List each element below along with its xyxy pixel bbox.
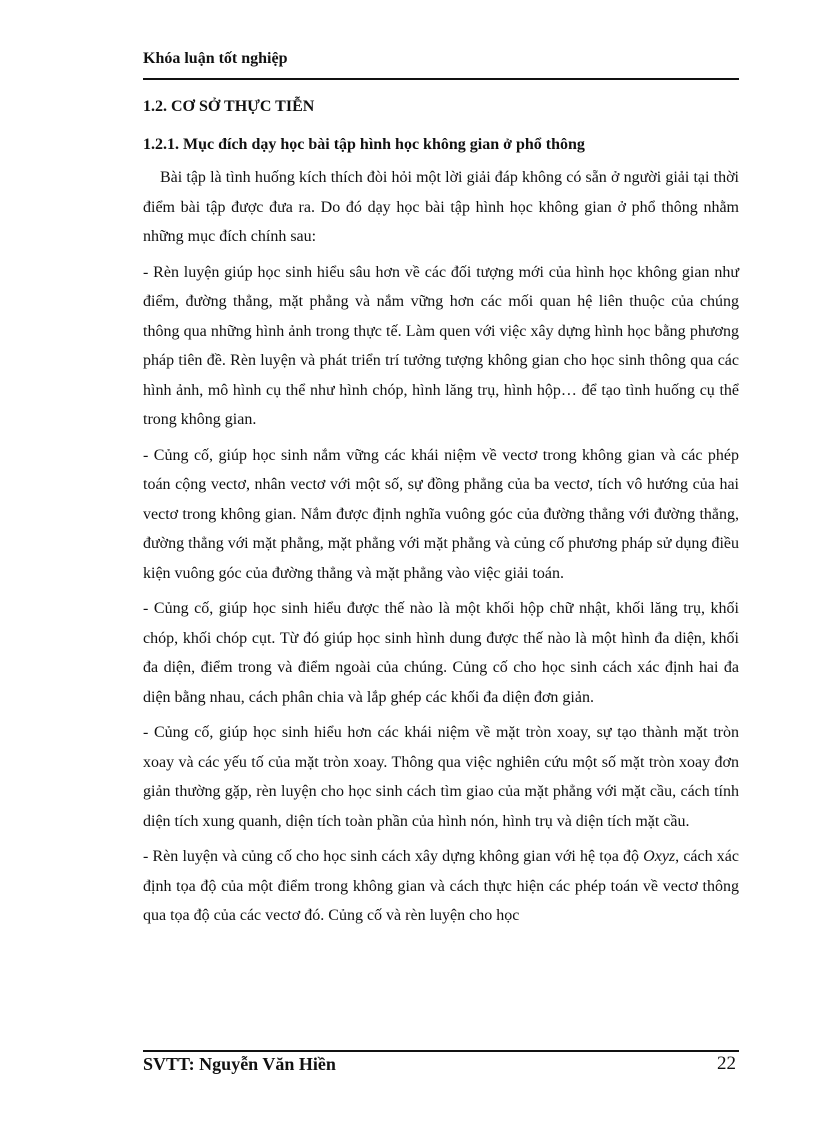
- paragraph-intro: Bài tập là tình huống kích thích đòi hỏi một lời giải đáp không có sẵn ở người giải tại thời điểm bài tập được đưa ra. Do đó dạy học bài tập hình học không gian ở phổ thông nhằm những mục đích chính sau:: [143, 169, 739, 245]
- footer-author: SVTT: Nguyễn Văn Hiền: [143, 1054, 336, 1074]
- oxyz-italic: Oxyz: [643, 848, 676, 865]
- paragraph-text-before: - Rèn luyện và củng cố cho học sinh cách xây dựng không gian với hệ tọa độ: [143, 848, 644, 865]
- paragraph-item: - Rèn luyện giúp học sinh hiểu sâu hơn về các đối tượng mới của hình học không gian như điểm, đường thẳng, mặt phẳng và nắm vững hơn các mối quan hệ liên thuộc của chúng thông qua những hình ảnh trong thực tế. Làm quen với việc xây dựng hình học bằng phương pháp tiên đề. Rèn luyện và phát triển trí tưởng tượng không gian cho học sinh thông qua các hình ảnh, mô hình cụ thể như hình chóp, hình lăng trụ, hình hộp… để tạo tình huống cụ thể trong không gian.: [143, 263, 739, 428]
- paragraph-text-after: , cách xác định tọa độ của một điểm trong không gian và cách thực hiện các phép toán về vectơ thông qua tọa độ của các vectơ đó. Củng cố và rèn luyện cho học: [143, 848, 739, 924]
- paragraph-item: - Củng cố, giúp học sinh nắm vững các khái niệm về vectơ trong không gian và các phép toán cộng vectơ, nhân vectơ với một số, sự đồng phẳng của ba vectơ, tích vô hướng của hai vectơ trong không gian. Nắm được định nghĩa vuông góc của đường thẳng với đường thẳng, đường thẳng với mặt phẳng, mặt phẳng với mặt phẳng và củng cố phương pháp sử dụng điều kiện vuông góc của đường thẳng và mặt phẳng vào việc giải toán.: [143, 446, 739, 582]
- paragraph-item: - Củng cố, giúp học sinh hiểu hơn các khái niệm về mặt tròn xoay, sự tạo thành mặt tròn xoay và các yếu tố của mặt tròn xoay. Thông qua việc nghiên cứu một số mặt tròn xoay đơn giản thường gặp, rèn luyện cho học sinh cách tìm giao của mặt phẳng với mặt cầu, cách tính diện tích xung quanh, diện tích toàn phần của hình nón, hình trụ và diện tích mặt cầu.: [143, 724, 739, 830]
- header-divider: [143, 78, 739, 80]
- running-header: Khóa luận tốt nghiệp: [143, 50, 288, 67]
- footer-divider: [143, 1050, 739, 1052]
- page-body: [143, 97, 739, 937]
- paragraph-item-coordinates: [143, 842, 739, 931]
- subsection-heading: 1.2.1. Mục đích dạy học bài tập hình học không gian ở phổ thông: [143, 136, 585, 153]
- section-heading: 1.2. CƠ SỞ THỰC TIỄN: [143, 98, 315, 115]
- page-number: 22: [717, 1053, 736, 1074]
- paragraph-item: - Củng cố, giúp học sinh hiểu được thế nào là một khối hộp chữ nhật, khối lăng trụ, khối chóp, khối chóp cụt. Từ đó giúp học sinh hình dung được thế nào là một hình đa diện, khối đa diện, điểm trong và điểm ngoài của chúng. Củng cố cho học sinh cách xác định hai đa diện bằng nhau, cách phân chia và lắp ghép các khối đa diện đơn giản.: [143, 600, 739, 706]
